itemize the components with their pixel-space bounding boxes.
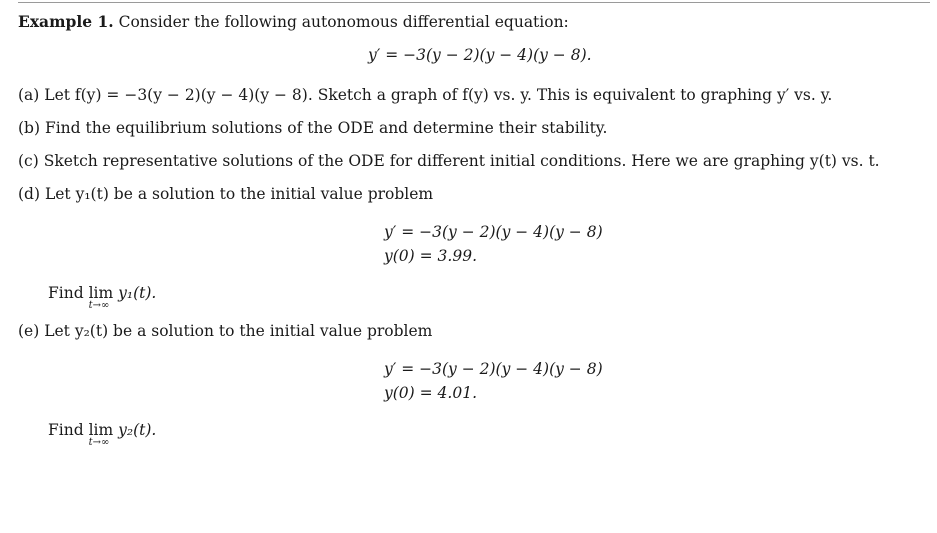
- part-d-find-word: Find: [48, 284, 84, 302]
- part-e-find: [48, 421, 157, 448]
- part-e-limit: [88, 421, 114, 448]
- part-d-label: (d): [18, 185, 41, 203]
- part-a: [18, 86, 832, 104]
- part-c-label: (c): [18, 152, 39, 170]
- part-e-lim-subscript: t→∞: [88, 437, 110, 448]
- part-b-label: (b): [18, 119, 41, 137]
- example-heading: [18, 12, 569, 31]
- part-d-initial-condition: y(0) = 3.99.: [384, 247, 477, 265]
- example-label: Example 1.: [18, 12, 114, 31]
- main-equation: y′ = −3(y − 2)(y − 4)(y − 8).: [368, 46, 592, 64]
- part-b-text: Find the equilibrium solutions of the ODE and determine their stability.: [44, 119, 608, 137]
- part-c-text: Sketch representative solutions of the ODE for different initial conditions. Here we are graphing y(t) vs. t.: [43, 152, 880, 170]
- part-c: [18, 152, 880, 170]
- part-e: [18, 322, 432, 340]
- part-d-lim-word: lim: [88, 284, 114, 302]
- part-e-initial-condition: y(0) = 4.01.: [384, 384, 477, 402]
- part-d-find: [48, 284, 157, 311]
- example-intro: Consider the following autonomous differential equation:: [118, 13, 569, 31]
- part-e-find-word: Find: [48, 421, 84, 439]
- top-rule: [18, 2, 930, 3]
- part-d-lim-subscript: t→∞: [88, 300, 110, 311]
- part-e-lim-word: lim: [88, 421, 114, 439]
- part-e-text: Let y₂(t) be a solution to the initial value problem: [44, 322, 433, 340]
- part-d-text: Let y₁(t) be a solution to the initial value problem: [44, 185, 434, 203]
- part-d-ode: y′ = −3(y − 2)(y − 4)(y − 8): [384, 223, 603, 241]
- part-e-label: (e): [18, 322, 40, 340]
- part-e-ode: y′ = −3(y − 2)(y − 4)(y − 8): [384, 360, 603, 378]
- part-e-target: y₂(t).: [118, 421, 157, 439]
- part-b: [18, 119, 607, 137]
- part-d-limit: [88, 284, 114, 311]
- part-d: [18, 185, 433, 203]
- part-d-target: y₁(t).: [118, 284, 157, 302]
- part-a-text: Let f(y) = −3(y − 2)(y − 4)(y − 8). Sketch a graph of f(y) vs. y. This is equivalent to graphing y′ vs. y.: [44, 86, 833, 104]
- part-a-label: (a): [18, 86, 40, 104]
